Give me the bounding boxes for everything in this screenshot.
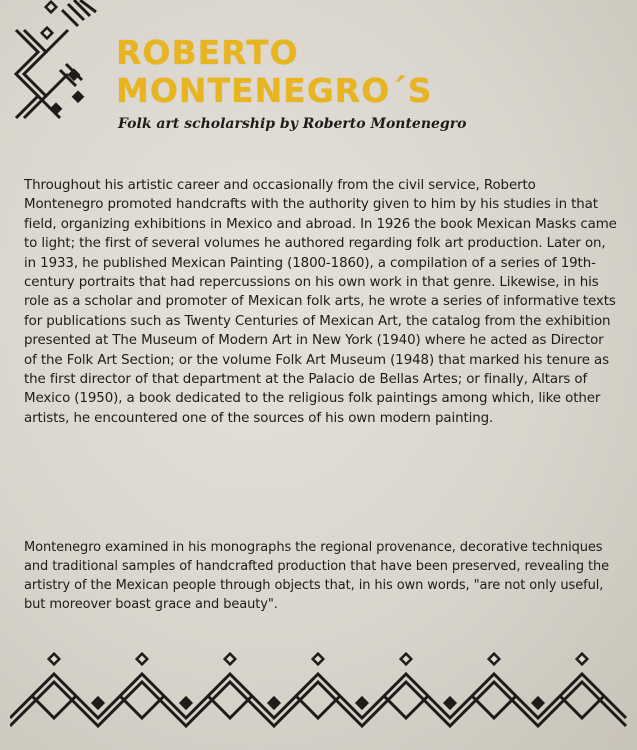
body-paragraph-2: Montenegro examined in his monographs the regional provenance, decorative techniques and traditional samples of handcrafted production that have been preserved, revealing the artistry of the Mexican people through objects that, in his own words, "are not only useful, but moreover boast grace and beauty". — [24, 540, 610, 612]
body-paragraph-1: Throughout his artistic career and occasionally from the civil service, Roberto Montenegro promoted handcrafts with the authority given to him by his studies in that field, organizing exhibitions in Mexico and abroad. In 1926 the book Mexican Masks came to light; the first of several volumes he authored regarding folk art production. Later on, in 1933, he published Mexican Painting (1800-1860), a compilation of a series of 19th-century portraits that had repercussions on his own work in that genre. Likewise, in his role as a scholar and promoter of Mexican folk arts, he wrote a series of informative texts for publications such as Twenty Centuries of Mexican Art, the catalog from the exhibition presented at The Museum of Modern Art in New York (1940) where he acted as Director of the Folk Art Section; or the volume Folk Art Museum (1948) that marked his tenure as the first director of that department at the Palacio de Bellas Artes; or finally, Altars of Mexico (1950), a book dedicated to the religious folk paintings among which, like other artists, he encountered one of the sources of his own modern painting. — [24, 178, 617, 426]
exhibit-title — [116, 34, 433, 110]
exhibit-subtitle: Folk art scholarship by Roberto Montenegro — [118, 116, 467, 132]
corner-folk-pattern — [8, 0, 108, 125]
title-line-1: ROBERTO — [116, 33, 299, 72]
bottom-folk-border-pattern — [10, 646, 627, 732]
title-line-2: MONTENEGRO´S — [116, 71, 433, 110]
